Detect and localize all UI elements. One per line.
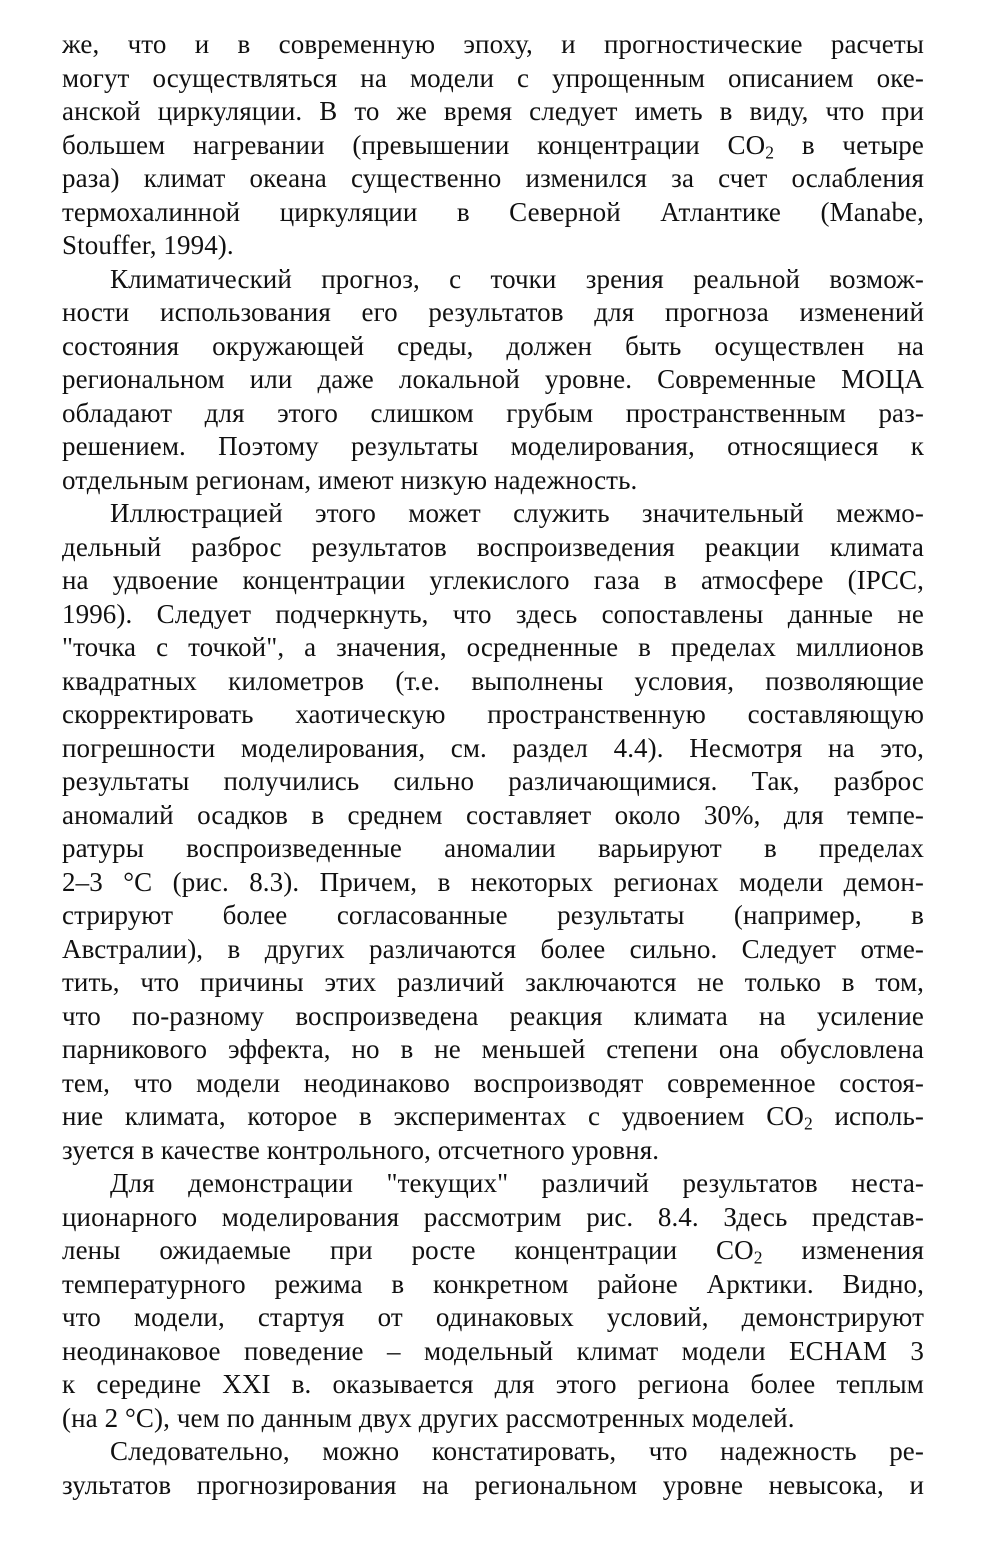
text-line xyxy=(62,531,924,565)
line-text: Для демонстрации "текущих" различий результатов неста- xyxy=(110,1168,924,1198)
line-text: ности использования его результатов для прогноза изменений xyxy=(62,297,924,327)
line-text: скорректировать хаотическую пространственную составляющую xyxy=(62,699,924,729)
line-text: тить, что причины этих различий заключаются не только в том, xyxy=(62,967,924,997)
text-line xyxy=(62,933,924,967)
text-line xyxy=(62,196,924,230)
line-text-after: в четыре xyxy=(774,129,924,160)
paragraph xyxy=(62,263,924,498)
line-text: ние климата, которое в экспериментах с удвоением CO xyxy=(62,1101,804,1131)
line-text: квадратных километров (т.е. выполнены условия, позволяющие xyxy=(62,665,924,696)
line-text: неодинаковое поведение – модельный климат модели ECHAM 3 xyxy=(62,1335,924,1366)
text-line xyxy=(62,1435,924,1469)
line-text: температурного режима в конкретном районе Арктики. Видно, xyxy=(62,1268,924,1299)
line-text: термохалинной циркуляции в Северной Атлантике (Manabe, xyxy=(62,196,924,227)
text-line xyxy=(62,1335,924,1369)
text-line xyxy=(62,698,924,732)
text-line xyxy=(62,631,924,665)
text-line xyxy=(62,1234,924,1268)
text-line xyxy=(62,1000,924,1034)
line-text: 1996). Следует подчеркнуть, что здесь сопоставлены данные не xyxy=(62,598,924,629)
text-line xyxy=(62,229,924,263)
text-line xyxy=(62,129,924,163)
text-line xyxy=(62,330,924,364)
line-text: на удвоение концентрации углекислого газа в атмосфере (IPCC, xyxy=(62,565,924,595)
paragraph xyxy=(62,1435,924,1502)
text-line xyxy=(62,1268,924,1302)
text-line xyxy=(62,1201,924,1235)
text-line xyxy=(62,866,924,900)
line-text: состояния окружающей среды, должен быть осуществлен на xyxy=(62,330,924,361)
subscript: 2 xyxy=(765,141,775,162)
line-text: большем нагревании (превышении концентрации CO xyxy=(62,129,766,160)
line-text: Климатический прогноз, с точки зрения реальной возмож- xyxy=(110,263,924,294)
text-line xyxy=(62,765,924,799)
line-text: Stouffer, 1994). xyxy=(62,230,234,260)
line-text: погрешности моделирования, см. раздел 4.4). Несмотря на это, xyxy=(62,732,924,763)
line-text: анской циркуляции. В то же время следует иметь в виду, что при xyxy=(62,96,924,126)
line-text: ционарного моделирования рассмотрим рис. 8.4. Здесь представ- xyxy=(62,1201,924,1232)
line-text: ратуры воспроизведенные аномалии варьируют в пределах xyxy=(62,833,924,863)
line-text: обладают для этого слишком грубым пространственным раз- xyxy=(62,397,924,428)
text-line xyxy=(62,464,924,498)
text-line xyxy=(62,1469,924,1503)
text-line xyxy=(62,732,924,766)
paragraph xyxy=(62,497,924,1167)
line-text: зультатов прогнозирования на региональном уровне невысока, и xyxy=(62,1469,924,1500)
paragraph xyxy=(62,1167,924,1435)
line-text: региональном или даже локальной уровне. Современные МОЦА xyxy=(62,364,924,394)
line-text: лены ожидаемые при росте концентрации CO xyxy=(62,1235,754,1265)
subscript: 2 xyxy=(753,1247,763,1268)
line-text: к середине XXI в. оказывается для этого региона более теплым xyxy=(62,1369,924,1399)
line-text: аномалий осадков в среднем составляет около 30%, для темпе- xyxy=(62,799,924,830)
text-line xyxy=(62,832,924,866)
text-line xyxy=(62,497,924,531)
line-text-after: изменения xyxy=(762,1235,924,1265)
line-text: же, что и в современную эпоху, и прогностические расчеты xyxy=(62,29,924,59)
text-line xyxy=(62,598,924,632)
line-text: дельный разброс результатов воспроизведения реакции климата xyxy=(62,531,924,562)
text-line xyxy=(62,899,924,933)
text-line xyxy=(62,1167,924,1201)
line-text: отдельным регионам, имеют низкую надежность. xyxy=(62,464,638,495)
line-text: парникового эффекта, но в не меньшей степени она обусловлена xyxy=(62,1034,924,1064)
text-line xyxy=(62,799,924,833)
line-text: могут осуществляться на модели с упрощенным описанием оке- xyxy=(62,62,924,93)
line-text: результаты получились сильно различающимися. Так, разброс xyxy=(62,766,924,796)
text-line xyxy=(62,564,924,598)
text-line xyxy=(62,1100,924,1134)
line-text: Австралии), в других различаются более сильно. Следует отме- xyxy=(62,933,924,964)
text-line xyxy=(62,62,924,96)
line-text: раза) климат океана существенно изменился за счет ослабления xyxy=(62,163,924,193)
text-line xyxy=(62,95,924,129)
text-line xyxy=(62,1402,924,1436)
line-text: что модели, стартуя от одинаковых условий, демонстрируют xyxy=(62,1302,924,1332)
text-line xyxy=(62,162,924,196)
line-text: Иллюстрацией этого может служить значительный межмо- xyxy=(110,498,924,528)
line-text: Следовательно, можно констатировать, что надежность ре- xyxy=(110,1436,924,1466)
text-line xyxy=(62,1368,924,1402)
text-line xyxy=(62,296,924,330)
text-line xyxy=(62,28,924,62)
text-line xyxy=(62,430,924,464)
line-text: что по-разному воспроизведена реакция климата на усиление xyxy=(62,1000,924,1031)
line-text: "точка с точкой", а значения, осредненные в пределах миллионов xyxy=(62,632,924,662)
text-line xyxy=(62,1067,924,1101)
line-text: тем, что модели неодинаково воспроизводят современное состоя- xyxy=(62,1067,924,1098)
text-line xyxy=(62,966,924,1000)
text-line xyxy=(62,1134,924,1168)
paragraph xyxy=(62,28,924,263)
line-text: зуется в качестве контрольного, отсчетного уровня. xyxy=(62,1134,660,1165)
text-line xyxy=(62,1033,924,1067)
text-line xyxy=(62,263,924,297)
line-text-after: исполь- xyxy=(812,1101,924,1131)
line-text: 2–3 °С (рис. 8.3). Причем, в некоторых регионах модели демон- xyxy=(62,866,924,897)
text-line xyxy=(62,397,924,431)
subscript: 2 xyxy=(803,1113,813,1134)
line-text: стрируют более согласованные результаты (например, в xyxy=(62,900,924,930)
line-text: (на 2 °С), чем по данным двух других рассмотренных моделей. xyxy=(62,1402,795,1433)
line-text: решением. Поэтому результаты моделирования, относящиеся к xyxy=(62,431,924,461)
text-line xyxy=(62,363,924,397)
text-line xyxy=(62,665,924,699)
text-line xyxy=(62,1301,924,1335)
